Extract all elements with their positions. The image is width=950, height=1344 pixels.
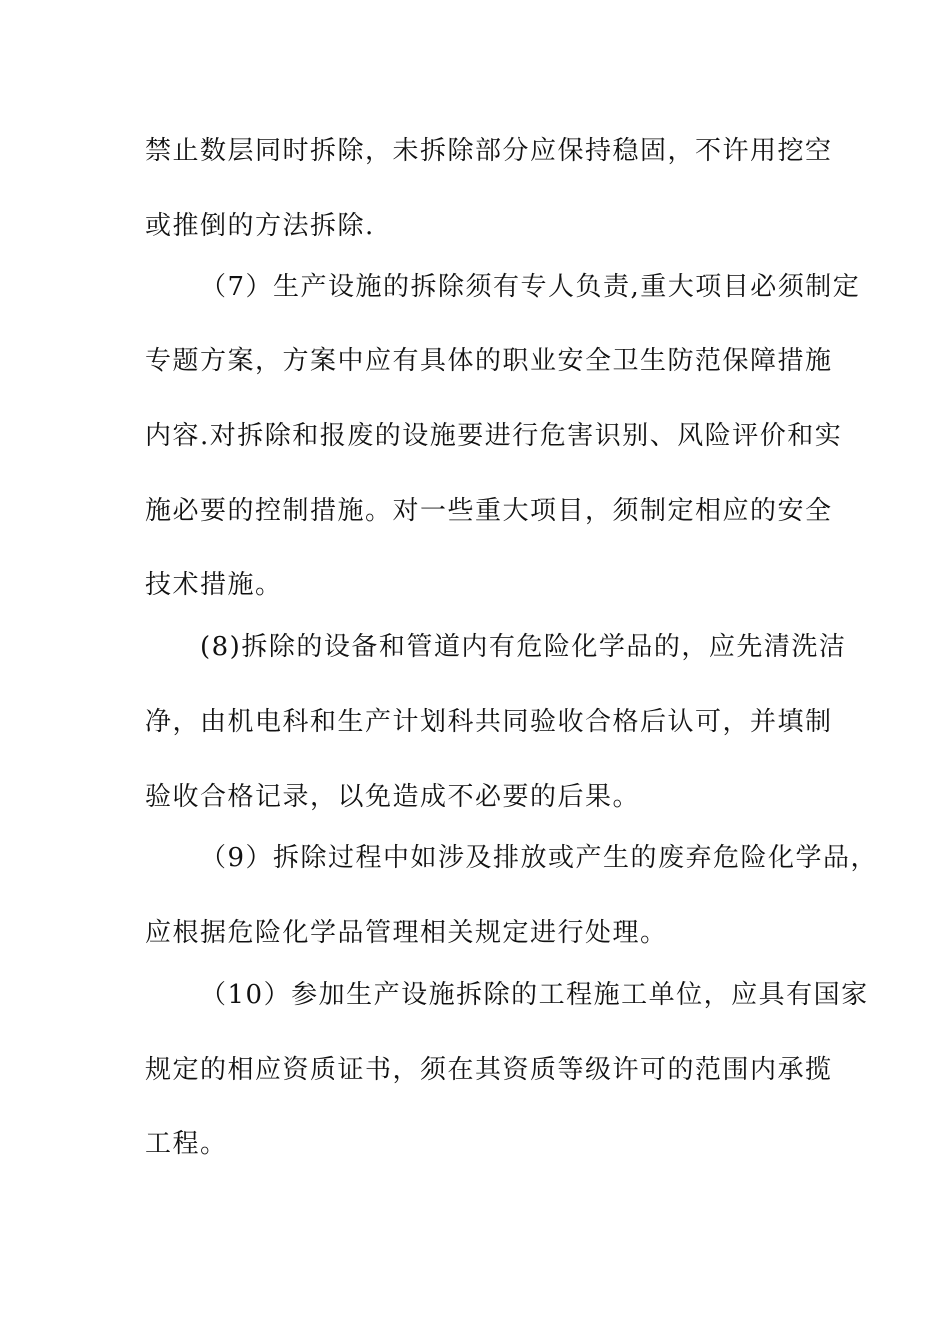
text-line: 应根据危险化学品管理相关规定进行处理。 bbox=[145, 918, 668, 948]
paragraph-10-heading-line: （10）参加生产设施拆除的工程施工单位，应具有国家 bbox=[200, 980, 869, 1010]
text-line: 专题方案，方案中应有具体的职业安全卫生防范保障措施 bbox=[145, 346, 833, 376]
paragraph-7-heading-line: （7）生产设施的拆除须有专人负责,重大项目必须制定 bbox=[200, 272, 861, 302]
text-line: 或推倒的方法拆除. bbox=[145, 211, 375, 241]
text-line: 工程。 bbox=[145, 1129, 228, 1159]
text-line: 验收合格记录，以免造成不必要的后果。 bbox=[145, 782, 641, 812]
text-line: 禁止数层同时拆除，未拆除部分应保持稳固，不许用挖空 bbox=[145, 136, 833, 166]
text-line: 内容.对拆除和报废的设施要进行危害识别、风险评价和实 bbox=[145, 421, 843, 451]
text-line: 施必要的控制措施。对一些重大项目，须制定相应的安全 bbox=[145, 496, 833, 526]
text-line: 技术措施。 bbox=[145, 570, 283, 600]
text-line: 净，由机电科和生产计划科共同验收合格后认可，并填制 bbox=[145, 707, 833, 737]
paragraph-8-heading-line: (8)拆除的设备和管道内有危险化学品的，应先清洗洁 bbox=[200, 632, 847, 662]
paragraph-9-heading-line: （9）拆除过程中如涉及排放或产生的废弃危险化学品， bbox=[200, 843, 879, 873]
text-line: 规定的相应资质证书，须在其资质等级许可的范围内承揽 bbox=[145, 1055, 833, 1085]
